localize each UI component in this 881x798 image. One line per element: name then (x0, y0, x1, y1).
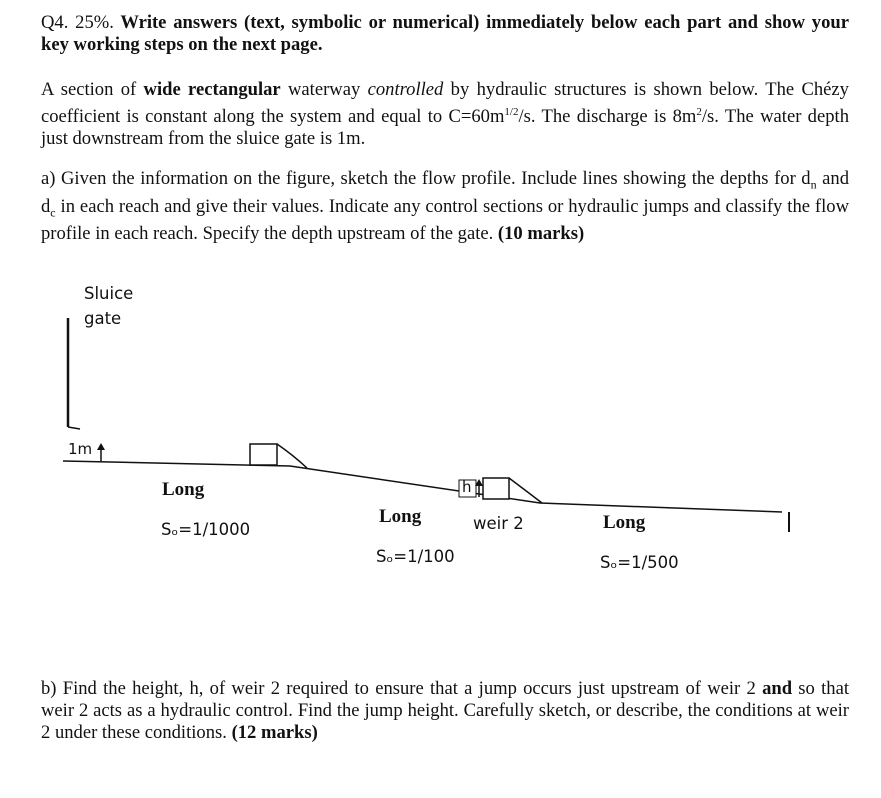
sluice-gate-bottom (68, 427, 80, 429)
weir-2-label: weir 2 (473, 514, 524, 533)
part-b-paragraph (41, 678, 849, 744)
intro-bold: wide rectangular (143, 79, 281, 100)
sluice-label-2: gate (84, 309, 122, 328)
reach-2-length: Long (379, 506, 422, 527)
intro-text: A section of (41, 79, 144, 100)
part-a-subscript: c (50, 205, 56, 220)
intro-text: by hydraulic structures is shown below. The Chézy coefficient is constant along the system and equal to C=60m (41, 79, 849, 128)
weir-2-box (483, 478, 509, 499)
part-b-bold: and (762, 678, 793, 699)
weir-1-box (250, 444, 277, 465)
intro-text: /s. The water depth just downstream from the sluice gate is 1m. (41, 106, 849, 150)
part-a-marks: (10 marks) (497, 223, 585, 245)
reach-1-slope: Sₒ=1/1000 (161, 520, 251, 539)
part-b-marks: (12 marks) (231, 722, 318, 743)
part-a-text: in each reach and give their values. Indicate any control sections or hydraulic jumps and classify the flow profile in each reach. Specify the depth upstream of the gate. (41, 195, 849, 245)
weir-1-slope (277, 444, 307, 468)
weir-h-label: h (462, 478, 472, 496)
depth-arrow-head (97, 443, 105, 450)
reach-3-length: Long (603, 512, 646, 533)
intro-text: waterway (280, 79, 368, 100)
part-b-text: so that weir 2 acts as a hydraulic control. Find the jump height. Carefully sketch, or describe, the conditions at weir 2 under these conditions. (41, 678, 849, 743)
question-number: Q4. 25%. (41, 12, 114, 33)
question-instruction: Write answers (text, symbolic or numerical) immediately below each part and show your key working steps on the next page. (41, 12, 849, 55)
part-a-text: and d (41, 168, 849, 217)
intro-superscript: 1/2 (504, 106, 519, 118)
intro-superscript: 2 (696, 106, 702, 118)
part-b-text: b) Find the height, h, of weir 2 required to ensure that a jump occurs just upstream of weir 2 (41, 678, 763, 699)
part-a-text: a) Given the information on the figure, sketch the flow profile. Include lines showing the depths for d (41, 168, 811, 189)
reach-1-length: Long (162, 479, 205, 500)
intro-italic: controlled (367, 79, 444, 100)
part-a-subscript: n (810, 177, 817, 192)
sluice-label-1: Sluice (84, 284, 134, 303)
intro-text: /s. The discharge is 8m (518, 106, 697, 128)
reach-2-slope: Sₒ=1/100 (376, 547, 455, 566)
reach-3-slope: Sₒ=1/500 (600, 553, 679, 572)
depth-label: 1m (68, 440, 93, 458)
